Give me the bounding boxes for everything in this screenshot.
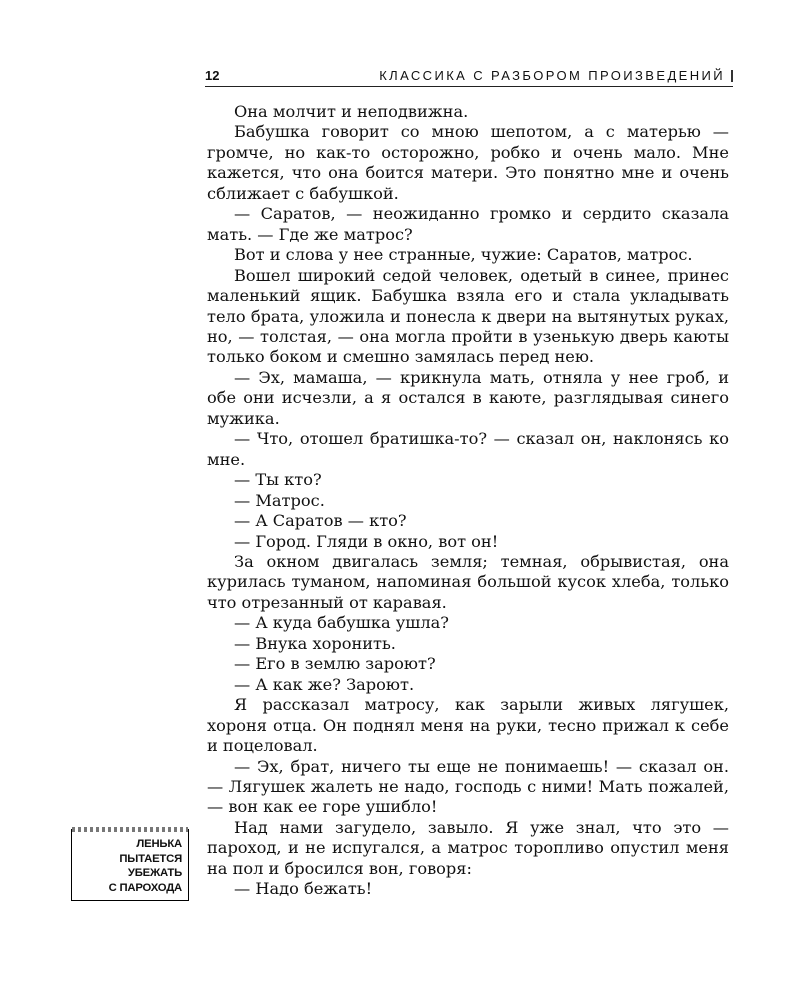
paragraph: — А куда бабушка ушла? [234, 613, 449, 633]
margin-note-line: УБЕЖАТЬ [127, 867, 182, 879]
paragraph: — Что, отошел братишка-то? — сказал он, наклонясь ко мне. [207, 429, 729, 469]
paragraph: Вошел широкий седой человек, одетый в синее, принес маленький ящик. Бабушка взяла его и стала укладывать тело брата, уложила и понесла к двери на вытянутых руках, но, — толстая, — она могла пройти в узенькую дверь каюты только боком и смешно замялась перед нею. [207, 265, 729, 367]
header-rule [205, 86, 733, 87]
page-header [205, 66, 733, 86]
margin-note-text [109, 837, 182, 895]
paragraph: — Матрос. [234, 490, 325, 510]
margin-note-line: ЛЕНЬКА [136, 838, 182, 850]
running-head: КЛАССИКА С РАЗБОРОМ ПРОИЗВЕДЕНИЙ [379, 68, 725, 83]
paragraph: Она молчит и неподвижна. [234, 102, 469, 121]
paragraph: Вот и слова у нее странные, чужие: Саратов, матрос. [234, 245, 693, 265]
body-text [207, 102, 729, 900]
paragraph: — Эх, мамаша, — крикнула мать, отняла у нее гроб, и обе они исчезли, а я остался в каюте, разглядывая синего мужика. [207, 367, 729, 428]
paragraph: Бабушка говорит со мною шепотом, а с матерью — громче, но как-то осторожно, робко и очень мало. Мне кажется, что она боится матери. Это понятно мне и очень сближает с бабушкой. [207, 122, 729, 203]
paragraph: — А Саратов — кто? [234, 511, 407, 531]
paragraph: — Его в землю зароют? [234, 654, 436, 674]
margin-note-box [71, 829, 189, 901]
paragraph: Над нами загудело, завыло. Я уже знал, что это — пароход, и не испугался, а матрос торопливо опустил меня на пол и бросился вон, говоря: [207, 817, 729, 878]
paragraph: Я рассказал матросу, как зарыли живых лягушек, хороня отца. Он поднял меня на руки, тесно прижал к себе и поцеловал. [207, 695, 729, 756]
paragraph: — Эх, брат, ничего ты еще не понимаешь! — сказал он. — Лягушек жалеть не надо, господь с ними! Мать пожалей, — вон как ее горе ушибло! [207, 756, 729, 817]
paragraph: — А как же? Зароют. [234, 674, 415, 694]
margin-note-line: ПЫТАЕТСЯ [119, 852, 182, 865]
paragraph: За окном двигалась земля; темная, обрывистая, она курилась туманом, напоминая большой кусок хлеба, только что отрезанный от каравая. [207, 551, 729, 612]
margin-note-line: С ПАРОХОДА [108, 881, 182, 894]
page-number: 12 [205, 68, 220, 83]
paragraph: — Город. Гляди в окно, вот он! [234, 531, 499, 551]
margin-note-top-border [72, 827, 188, 832]
paragraph: — Ты кто? [234, 470, 322, 490]
paragraph: — Внука хоронить. [234, 633, 396, 653]
paragraph: — Надо бежать! [234, 879, 373, 899]
header-marker [731, 70, 733, 82]
paragraph: — Саратов, — неожиданно громко и сердито сказала мать. — Где же матрос? [207, 204, 729, 244]
